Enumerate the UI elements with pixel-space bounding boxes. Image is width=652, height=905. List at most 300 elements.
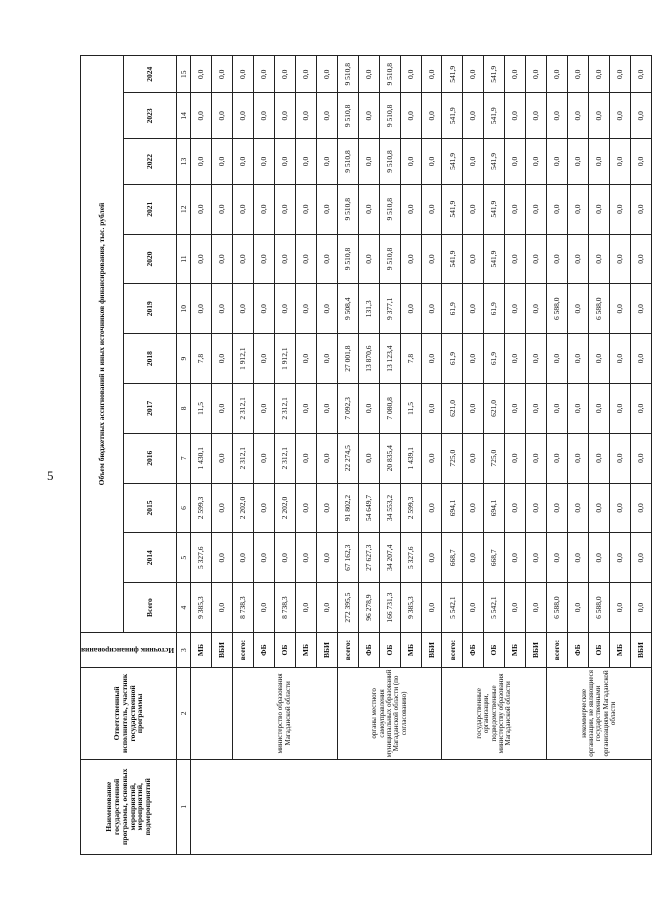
value-cell: 0,0 [212,234,233,284]
value-cell: 13 123,4 [379,334,400,384]
value-cell: 166 731,3 [379,583,400,633]
value-cell: 0,0 [400,93,421,139]
source-cell: МБ [400,632,421,667]
value-cell: 9 377,1 [379,284,400,334]
value-cell: 0,0 [295,433,316,483]
value-cell: 9 510,8 [379,93,400,139]
value-cell: 9 510,8 [337,93,358,139]
value-cell: 61,9 [484,334,505,384]
value-cell: 0,0 [610,284,631,334]
source-cell: ФБ [358,632,379,667]
value-cell: 0,0 [463,93,484,139]
value-cell: 0,0 [547,139,568,185]
value-cell: 0,0 [295,383,316,433]
source-cell: ОБ [379,632,400,667]
value-cell: 5 542,1 [442,583,463,633]
value-cell: 0,0 [505,334,526,384]
value-cell: 541,9 [442,139,463,185]
table-row [442,56,463,855]
header-year: 2018 [124,334,177,384]
value-cell: 541,9 [442,56,463,93]
value-cell: 0,0 [526,284,547,334]
value-cell: 0,0 [358,56,379,93]
value-cell: 0,0 [505,139,526,185]
source-cell: ОБ [274,632,295,667]
value-cell: 0,0 [526,334,547,384]
value-cell: 7,8 [191,334,212,384]
header-year: 2023 [124,93,177,139]
column-number: 12 [177,184,191,234]
column-number: 8 [177,383,191,433]
value-cell: 11,5 [400,383,421,433]
value-cell: 0,0 [212,139,233,185]
value-cell: 1 912,1 [232,334,253,384]
value-cell: 0,0 [295,483,316,533]
value-cell: 0,0 [631,583,652,633]
value-cell: 0,0 [316,139,337,185]
value-cell: 67 162,3 [337,533,358,583]
value-cell: 0,0 [610,184,631,234]
value-cell: 2 312,1 [232,383,253,433]
value-cell: 0,0 [463,383,484,433]
value-cell: 0,0 [463,139,484,185]
value-cell: 0,0 [631,433,652,483]
header-total: Всего [124,583,177,633]
column-number: 1 [177,759,191,854]
value-cell: 0,0 [631,56,652,93]
value-cell: 0,0 [295,234,316,284]
value-cell: 5 327,6 [400,533,421,583]
header-year: 2020 [124,234,177,284]
value-cell: 0,0 [295,184,316,234]
value-cell: 0,0 [191,234,212,284]
column-number: 13 [177,139,191,185]
value-cell: 0,0 [631,234,652,284]
value-cell: 34 207,4 [379,533,400,583]
source-cell: всего: [442,632,463,667]
value-cell: 0,0 [212,334,233,384]
value-cell: 0,0 [421,56,442,93]
value-cell: 9 510,8 [379,184,400,234]
source-cell: всего: [337,632,358,667]
value-cell: 0,0 [232,184,253,234]
value-cell: 0,0 [212,284,233,334]
header-funding: Объем бюджетных ассигнований и иных источников финансирования, тыс. рублей [81,56,124,633]
value-cell: 0,0 [253,93,274,139]
value-cell: 541,9 [484,234,505,284]
column-number: 14 [177,93,191,139]
value-cell: 0,0 [421,234,442,284]
value-cell: 0,0 [631,284,652,334]
value-cell: 0,0 [316,284,337,334]
value-cell: 0,0 [400,56,421,93]
value-cell: 0,0 [212,483,233,533]
header-source-label: Источник финансирования [81,646,175,656]
value-cell: 0,0 [274,184,295,234]
value-cell: 0,0 [568,93,589,139]
column-number: 11 [177,234,191,284]
value-cell: 0,0 [547,433,568,483]
value-cell: 694,1 [484,483,505,533]
value-cell: 0,0 [212,583,233,633]
table-row [337,56,358,855]
value-cell: 0,0 [295,284,316,334]
value-cell: 0,0 [505,234,526,284]
source-cell: МБ [191,632,212,667]
value-cell: 0,0 [316,533,337,583]
value-cell: 96 278,9 [358,583,379,633]
column-number: 7 [177,433,191,483]
value-cell: 7 092,3 [337,383,358,433]
value-cell: 0,0 [295,56,316,93]
value-cell: 621,0 [442,383,463,433]
value-cell: 0,0 [295,583,316,633]
value-cell: 9 510,8 [337,184,358,234]
value-cell: 9 510,8 [337,139,358,185]
column-number: 15 [177,56,191,93]
value-cell: 0,0 [274,284,295,334]
column-numbers-row [177,56,191,855]
value-cell: 0,0 [505,184,526,234]
source-cell: МБ [295,632,316,667]
value-cell: 22 274,5 [337,433,358,483]
value-cell: 0,0 [253,533,274,583]
value-cell: 0,0 [505,56,526,93]
source-cell: ВБИ [526,632,547,667]
value-cell: 0,0 [421,334,442,384]
value-cell: 8 738,3 [274,583,295,633]
value-cell: 0,0 [358,139,379,185]
value-cell: 0,0 [505,583,526,633]
value-cell: 0,0 [547,56,568,93]
table-row [547,56,568,855]
value-cell: 272 395,5 [337,583,358,633]
value-cell: 0,0 [316,56,337,93]
value-cell: 5 327,6 [191,533,212,583]
value-cell: 0,0 [610,433,631,483]
value-cell: 61,9 [442,334,463,384]
value-cell: 7 080,8 [379,383,400,433]
value-cell: 0,0 [589,334,610,384]
value-cell: 0,0 [610,139,631,185]
value-cell: 0,0 [421,533,442,583]
header-year: 2021 [124,184,177,234]
value-cell: 27 001,8 [337,334,358,384]
value-cell: 0,0 [526,56,547,93]
value-cell: 0,0 [316,184,337,234]
value-cell: 0,0 [547,483,568,533]
value-cell: 0,0 [400,234,421,284]
value-cell: 6 588,0 [589,284,610,334]
value-cell: 9 510,8 [379,139,400,185]
value-cell: 0,0 [253,56,274,93]
value-cell: 0,0 [589,383,610,433]
value-cell: 0,0 [505,483,526,533]
value-cell: 0,0 [191,284,212,334]
value-cell: 0,0 [547,184,568,234]
value-cell: 2 312,1 [274,433,295,483]
value-cell: 0,0 [421,483,442,533]
value-cell: 0,0 [526,234,547,284]
value-cell: 0,0 [589,533,610,583]
value-cell: 0,0 [274,139,295,185]
value-cell: 0,0 [253,284,274,334]
value-cell: 0,0 [232,139,253,185]
value-cell: 0,0 [191,93,212,139]
source-cell: ФБ [463,632,484,667]
value-cell: 0,0 [568,234,589,284]
executor-cell: некоммерческие организации, не являющиеся государственными организациями Магаданской области [547,668,652,759]
value-cell: 0,0 [526,139,547,185]
column-number: 9 [177,334,191,384]
value-cell: 2 599,3 [400,483,421,533]
value-cell: 0,0 [274,56,295,93]
value-cell: 0,0 [253,184,274,234]
column-number: 5 [177,533,191,583]
value-cell: 541,9 [442,93,463,139]
source-cell: ВБИ [212,632,233,667]
source-cell: МБ [505,632,526,667]
value-cell: 0,0 [232,284,253,334]
value-cell: 2 599,3 [191,483,212,533]
value-cell: 0,0 [589,483,610,533]
value-cell: 6 588,0 [589,583,610,633]
value-cell: 0,0 [568,139,589,185]
value-cell: 0,0 [526,533,547,583]
value-cell: 0,0 [421,383,442,433]
value-cell: 0,0 [212,56,233,93]
value-cell: 54 649,7 [358,483,379,533]
value-cell: 11,5 [191,383,212,433]
value-cell: 0,0 [421,184,442,234]
value-cell: 0,0 [463,56,484,93]
header-year: 2022 [124,139,177,185]
value-cell: 0,0 [253,433,274,483]
value-cell: 6 588,0 [547,284,568,334]
value-cell: 0,0 [547,93,568,139]
value-cell: 1 439,1 [400,433,421,483]
source-cell: ВБИ [316,632,337,667]
value-cell: 131,3 [358,284,379,334]
value-cell: 0,0 [631,334,652,384]
value-cell: 0,0 [547,234,568,284]
value-cell: 1 430,1 [191,433,212,483]
value-cell: 5 542,1 [484,583,505,633]
value-cell: 0,0 [421,139,442,185]
value-cell: 621,0 [484,383,505,433]
value-cell: 725,0 [442,433,463,483]
value-cell: 0,0 [316,383,337,433]
source-cell: ОБ [589,632,610,667]
source-cell: ФБ [253,632,274,667]
value-cell: 0,0 [589,56,610,93]
value-cell: 9 385,3 [191,583,212,633]
value-cell: 7,8 [400,334,421,384]
value-cell: 0,0 [547,383,568,433]
page-number: 5 [47,468,54,483]
value-cell: 0,0 [568,184,589,234]
value-cell: 0,0 [589,93,610,139]
value-cell: 0,0 [568,284,589,334]
value-cell: 0,0 [589,234,610,284]
header-year: 2017 [124,383,177,433]
value-cell: 0,0 [463,433,484,483]
rotated-table-wrapper [80,55,646,855]
source-cell: ФБ [568,632,589,667]
value-cell: 0,0 [568,383,589,433]
value-cell: 0,0 [463,334,484,384]
value-cell: 0,0 [316,583,337,633]
executor-cell: государственные организации, подведомственные министерству образования Магаданской области [442,668,547,759]
header-year: 2016 [124,433,177,483]
value-cell: 0,0 [316,334,337,384]
header-executor: Ответственный исполнитель, участник государственной программы [81,668,177,759]
value-cell: 2 312,1 [274,383,295,433]
value-cell: 0,0 [191,184,212,234]
value-cell: 725,0 [484,433,505,483]
value-cell: 2 202,0 [232,483,253,533]
value-cell: 0,0 [610,234,631,284]
executor-cell [191,668,233,759]
source-cell: ВБИ [421,632,442,667]
value-cell: 0,0 [526,433,547,483]
value-cell: 541,9 [484,93,505,139]
value-cell: 0,0 [274,93,295,139]
table-body [191,56,652,855]
value-cell: 0,0 [253,139,274,185]
value-cell: 0,0 [421,583,442,633]
value-cell: 0,0 [610,93,631,139]
header-year: 2015 [124,483,177,533]
value-cell: 0,0 [253,583,274,633]
value-cell: 541,9 [484,184,505,234]
value-cell: 0,0 [316,433,337,483]
value-cell: 0,0 [505,533,526,583]
value-cell: 0,0 [463,184,484,234]
value-cell: 0,0 [568,334,589,384]
value-cell: 0,0 [505,433,526,483]
value-cell: 0,0 [610,56,631,93]
program-name-cell [191,759,652,854]
value-cell: 0,0 [463,284,484,334]
value-cell: 9 385,3 [400,583,421,633]
value-cell: 0,0 [316,483,337,533]
value-cell: 0,0 [631,184,652,234]
value-cell: 0,0 [232,93,253,139]
value-cell: 34 553,2 [379,483,400,533]
value-cell: 27 627,3 [358,533,379,583]
value-cell: 9 510,8 [379,234,400,284]
value-cell: 0,0 [505,93,526,139]
value-cell: 0,0 [253,334,274,384]
value-cell: 0,0 [631,139,652,185]
value-cell: 0,0 [316,234,337,284]
source-cell: ВБИ [631,632,652,667]
value-cell: 0,0 [358,184,379,234]
value-cell: 0,0 [421,433,442,483]
value-cell: 0,0 [358,234,379,284]
value-cell: 0,0 [232,234,253,284]
value-cell: 0,0 [400,184,421,234]
value-cell: 0,0 [253,234,274,284]
value-cell: 541,9 [442,234,463,284]
value-cell: 0,0 [610,533,631,583]
value-cell: 0,0 [547,334,568,384]
value-cell: 9 510,8 [379,56,400,93]
value-cell: 0,0 [631,383,652,433]
value-cell: 0,0 [610,483,631,533]
value-cell: 0,0 [295,533,316,583]
value-cell: 0,0 [568,433,589,483]
value-cell: 0,0 [191,139,212,185]
value-cell: 0,0 [589,184,610,234]
value-cell: 0,0 [295,334,316,384]
table-row [191,56,212,855]
value-cell: 0,0 [568,56,589,93]
value-cell: 0,0 [232,533,253,583]
value-cell: 668,7 [484,533,505,583]
value-cell: 6 588,0 [547,583,568,633]
value-cell: 541,9 [442,184,463,234]
value-cell: 0,0 [631,483,652,533]
value-cell: 541,9 [484,139,505,185]
value-cell: 0,0 [568,533,589,583]
value-cell: 0,0 [463,533,484,583]
header-year: 2014 [124,533,177,583]
value-cell: 0,0 [526,583,547,633]
value-cell: 0,0 [631,93,652,139]
value-cell: 0,0 [212,533,233,583]
value-cell: 0,0 [568,483,589,533]
column-number: 10 [177,284,191,334]
value-cell: 0,0 [631,533,652,583]
value-cell: 61,9 [442,284,463,334]
value-cell: 0,0 [505,383,526,433]
value-cell: 0,0 [547,533,568,583]
value-cell: 0,0 [191,56,212,93]
value-cell: 0,0 [568,583,589,633]
value-cell: 0,0 [421,284,442,334]
column-number: 6 [177,483,191,533]
value-cell: 0,0 [526,383,547,433]
value-cell: 0,0 [589,433,610,483]
value-cell: 0,0 [295,93,316,139]
value-cell: 0,0 [526,184,547,234]
value-cell: 13 870,6 [358,334,379,384]
value-cell: 0,0 [253,383,274,433]
value-cell: 8 738,3 [232,583,253,633]
value-cell: 0,0 [610,334,631,384]
header-year: 2019 [124,284,177,334]
header-source [81,632,177,667]
value-cell: 668,7 [442,533,463,583]
value-cell: 0,0 [232,56,253,93]
value-cell: 0,0 [274,533,295,583]
value-cell: 9 510,8 [337,234,358,284]
column-number: 3 [177,632,191,667]
value-cell: 2 202,0 [274,483,295,533]
value-cell: 694,1 [442,483,463,533]
executor-cell: министерство образования Магаданской области [232,668,337,759]
value-cell: 0,0 [610,383,631,433]
value-cell: 9 508,4 [337,284,358,334]
value-cell: 0,0 [463,583,484,633]
value-cell: 0,0 [358,383,379,433]
value-cell: 0,0 [421,93,442,139]
value-cell: 0,0 [212,184,233,234]
value-cell: 0,0 [358,433,379,483]
funding-table [80,55,652,855]
